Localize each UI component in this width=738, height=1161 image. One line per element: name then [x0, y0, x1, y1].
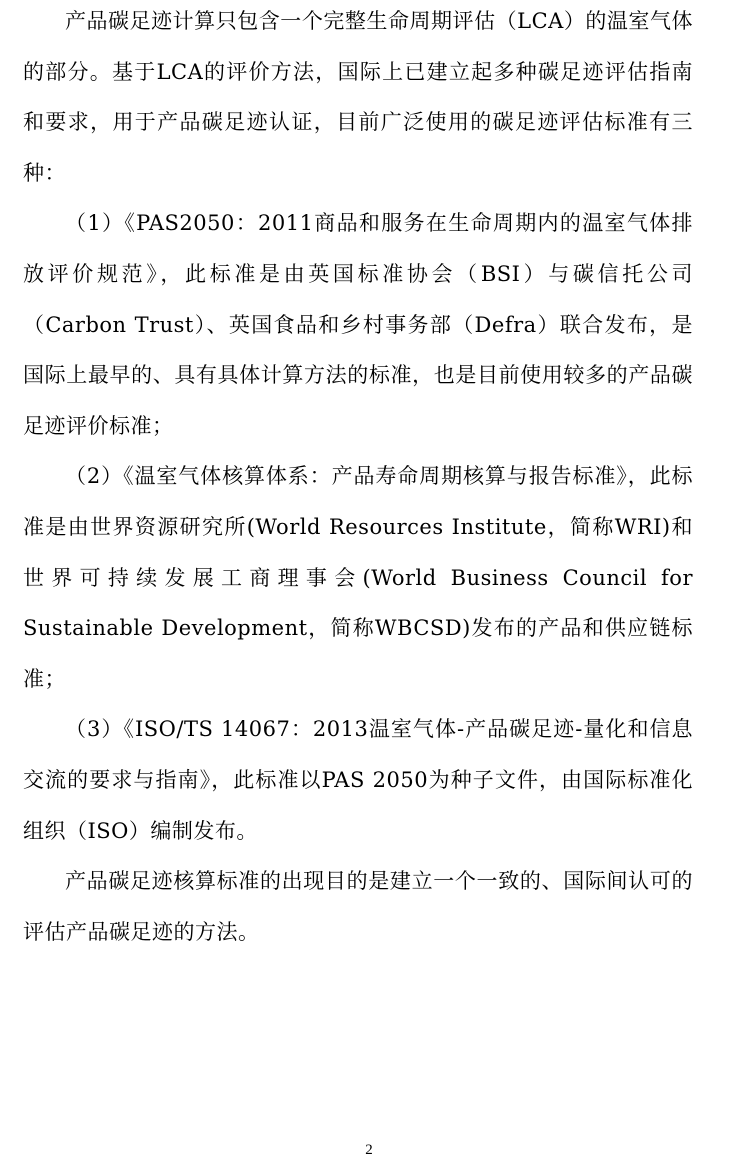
page-number: 2 [365, 1142, 373, 1158]
paragraph-conclusion: 产品碳足迹核算标准的出现目的是建立一个一致的、国际间认可的评估产品碳足迹的方法。 [23, 869, 693, 944]
paragraph-standard-iso14067: （3）《ISO/TS 14067：2013温室气体-产品碳足迹-量化和信息交流的要求与指南》，此标准以PAS 2050为种子文件，由国际标准化组织（ISO）编制发布。 [23, 717, 693, 843]
document-body [23, 0, 693, 957]
paragraph-standard-ghg-protocol: （2）《温室气体核算体系：产品寿命周期核算与报告标准》，此标准是由世界资源研究所(World Resources Institute，简称WRI)和世界可持续发展工商理事会(World Business Council for Sustainable Development，简称WBCSD)发布的产品和供应链标准； [23, 464, 693, 691]
paragraph-standard-pas2050: （1）《PAS2050：2011商品和服务在生命周期内的温室气体排放评价规范》，此标准是由英国标准协会（BSI）与碳信托公司（Carbon Trust）、英国食品和乡村事务部（Defra）联合发布，是国际上最早的、具有具体计算方法的标准，也是目前使用较多的产品碳足迹评价标准； [23, 211, 693, 438]
paragraph-intro: 产品碳足迹计算只包含一个完整生命周期评估（LCA）的温室气体的部分。基于LCA的评价方法，国际上已建立起多种碳足迹评估指南和要求，用于产品碳足迹认证，目前广泛使用的碳足迹评估标准有三种： [23, 9, 693, 185]
